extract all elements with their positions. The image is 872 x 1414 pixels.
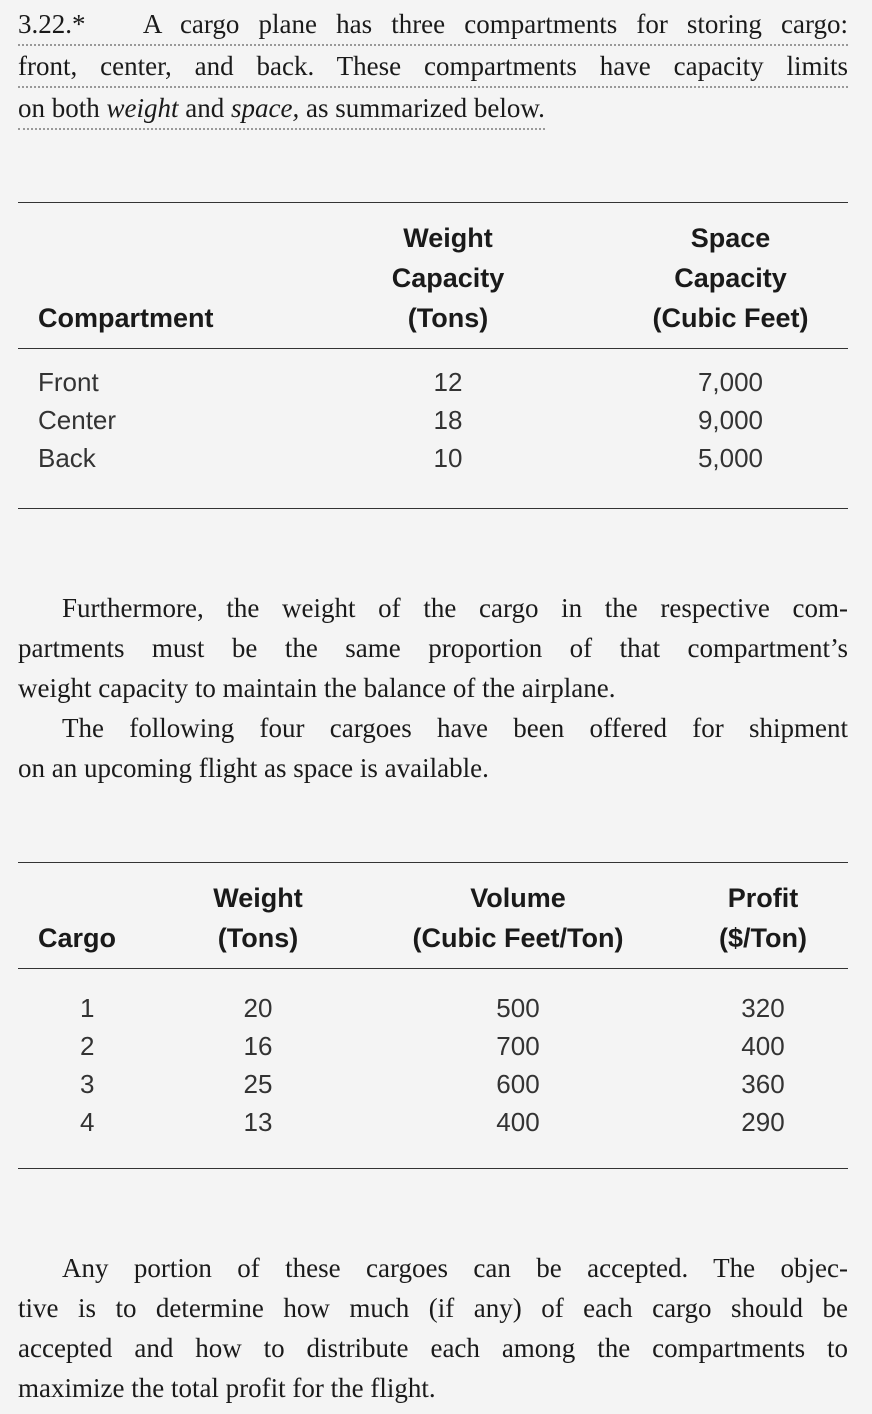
balance-paragraph [18,588,848,788]
closing-line-2: tive is to determine how much (if any) of each cargo should be [18,1293,848,1323]
table2-header-rule [18,968,848,969]
cargo-weight: 25 [243,1069,273,1099]
header-profit [678,878,848,968]
compartment-name: Front [38,367,99,397]
header-compartment: Compartment [38,303,214,333]
header-weight-l2: (Tons) [217,923,299,953]
space-capacity: 5,000 [697,443,764,473]
compartment-table [18,218,848,477]
space-capacity: 7,000 [697,367,764,397]
cargo-weight: 13 [243,1107,273,1137]
problem-number: 3.22.* [18,9,86,39]
cargo-volume: 500 [496,993,540,1023]
compartment-name: Center [38,405,117,435]
table1-bottom-rule [18,508,848,509]
table-row [18,1027,848,1065]
weight-capacity: 10 [433,443,463,473]
intro-line-3 [18,88,545,130]
table1-header-rule [18,348,848,349]
table-row [18,401,848,439]
cargo-profit: 360 [741,1069,785,1099]
header-weight-l3: (Tons) [407,303,489,333]
cargo-profit: 400 [741,1031,785,1061]
compartment-name: Back [38,443,96,473]
intro-text-3c: as summarized below. [299,93,545,123]
header-weight-capacity [283,218,613,348]
cargo-weight: 16 [243,1031,273,1061]
table-row [18,439,848,477]
header-volume-l1: Volume [470,883,566,913]
cargo-table [18,878,848,1141]
space-capacity: 9,000 [697,405,764,435]
header-weight [158,878,358,968]
intro-line-1 [18,4,848,46]
cargo-id: 4 [80,1107,95,1137]
closing-line-3: accepted and how to distribute each among the compartments to [18,1333,848,1363]
header-weight-l1: Weight [213,883,303,913]
closing-paragraph [18,1248,848,1408]
table2-top-rule [18,862,848,863]
compartment-table-header [18,218,848,348]
cargo-id: 1 [80,993,95,1023]
table-row [18,363,848,401]
weight-capacity: 18 [433,405,463,435]
header-space-l3: (Cubic Feet) [652,303,809,333]
middle-line-5: on an upcoming flight as space is available. [18,753,489,783]
header-profit-l1: Profit [727,883,799,913]
intro-text-3a: on both [18,93,107,123]
header-weight-l1: Weight [403,223,493,253]
header-profit-l2: ($/Ton) [719,923,807,953]
cargo-volume: 700 [496,1031,540,1061]
intro-line-2: front, center, and back. These compartments have capacity limits [18,46,848,88]
middle-line-2: partments must be the same proportion of that compartment’s [18,633,848,663]
table1-top-rule [18,202,848,203]
closing-line-1: Any portion of these cargoes can be accepted. The objec- [62,1253,848,1283]
header-weight-l2: Capacity [391,263,505,293]
header-space-l1: Space [690,223,771,253]
header-volume [358,878,678,968]
problem-intro [18,4,848,130]
table2-bottom-rule [18,1168,848,1169]
emphasis-space: space, [231,93,300,123]
cargo-profit: 320 [741,993,785,1023]
middle-line-4: The following four cargoes have been offered for shipment [62,713,848,743]
cargo-weight: 20 [243,993,273,1023]
header-cargo: Cargo [38,923,117,953]
cargo-volume: 400 [496,1107,540,1137]
table-row [18,1065,848,1103]
cargo-profit: 290 [741,1107,785,1137]
cargo-id: 2 [80,1031,95,1061]
middle-line-3: weight capacity to maintain the balance of the airplane. [18,673,616,703]
intro-text-1: A cargo plane has three compartments for storing cargo: [142,9,848,39]
header-space-l2: Capacity [674,263,787,293]
header-volume-l2: (Cubic Feet/Ton) [412,923,624,953]
cargo-table-header [18,878,848,968]
emphasis-weight: weight [106,93,179,123]
intro-text-3b: and [178,93,231,123]
cargo-volume: 600 [496,1069,540,1099]
weight-capacity: 12 [433,367,463,397]
header-space-capacity [613,218,848,348]
middle-line-1: Furthermore, the weight of the cargo in the respective com- [62,593,848,623]
closing-line-4: maximize the total profit for the flight. [18,1373,436,1403]
table-row [18,989,848,1027]
cargo-id: 3 [80,1069,95,1099]
table-row [18,1103,848,1141]
